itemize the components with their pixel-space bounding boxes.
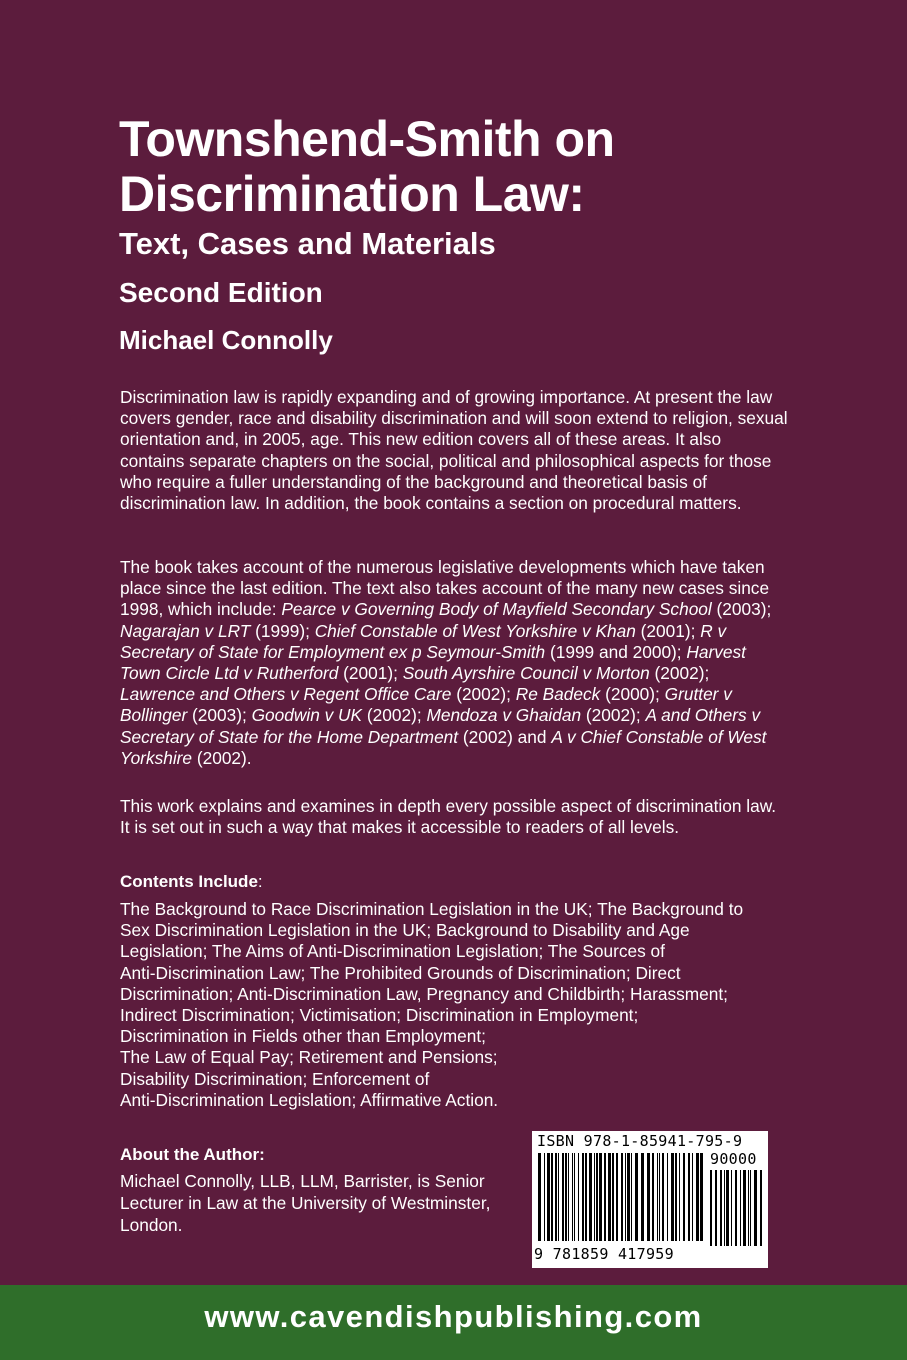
barcode-bar (635, 1153, 638, 1241)
contents-heading (120, 871, 263, 893)
barcode-bar (700, 1153, 703, 1241)
blurb-paragraph-1: Discrimination law is rapidly expanding and of growing importance. At present the law covers gender, race and disability discrimination and will soon extend to religion, sexual orientation and, in 2005, age. This new edition covers all of these areas. It also contains separate chapters on the social, political and philosophical aspects for those who require a fuller understanding of the background and theoretical basis of discrimination law. In addition, the book contains a section on procedural matters. (120, 387, 788, 514)
contents-list (120, 899, 792, 1111)
barcode-bar (720, 1170, 722, 1246)
ean-digits: 9 781859 417959 (534, 1245, 674, 1263)
barcode-bar (625, 1153, 626, 1241)
barcode-bar (555, 1153, 557, 1241)
contents-line: Sex Discrimination Legislation in the UK; Background to Disability and Age (120, 920, 690, 941)
case-name: Grutter v Bollinger (120, 684, 732, 726)
barcode-bar (612, 1153, 614, 1241)
blurb-text-segment: (2002); (649, 663, 710, 684)
barcode-bar (715, 1170, 717, 1246)
barcode-bar (647, 1153, 650, 1241)
book-subtitle: Text, Cases and Materials (119, 226, 496, 261)
barcode-bar (659, 1153, 660, 1241)
contents-line: Anti-Discrimination Legislation; Affirmative Action. (120, 1089, 499, 1110)
case-name: R v Secretary of State for Employment ex p Seymour-Smith (120, 620, 727, 662)
barcode-bar (585, 1153, 587, 1241)
book-author: Michael Connolly (119, 325, 333, 355)
blurb-text-segment: (2002); (362, 705, 427, 726)
barcode-bar (565, 1153, 567, 1241)
barcode-bar (683, 1153, 685, 1241)
barcode-bar (671, 1153, 674, 1241)
barcode-bar (692, 1153, 693, 1241)
blurb-text-segment: (2001); (635, 620, 701, 641)
case-name: Goodwin v UK (251, 705, 363, 726)
barcode-bar (724, 1170, 725, 1246)
barcode-bar (547, 1153, 550, 1241)
contents-line: Discrimination; Anti-Discrimination Law, Pregnancy and Childbirth; Harassment; (120, 983, 728, 1004)
barcode-bar (743, 1170, 746, 1246)
barcode-bar (748, 1170, 749, 1246)
blurb-text-segment: (1999); (250, 620, 315, 641)
barcode-bar (641, 1153, 644, 1241)
publisher-url: www.cavendishpublishing.com (204, 1299, 703, 1334)
blurb-text-segment: (2003); (711, 599, 772, 620)
about-author-heading: About the Author: (120, 1145, 265, 1164)
blurb-text-segment: (1999 and 2000); (545, 641, 687, 662)
contents-heading-colon: : (257, 872, 263, 891)
addon-barcode-bars (710, 1170, 764, 1246)
barcode-bar (568, 1153, 569, 1241)
case-name: Harvest Town Circle Ltd v Rutherford (120, 641, 746, 684)
case-name: A v Chief Constable of West Yorkshire (120, 726, 767, 768)
blurb-text-segment: (2001); (338, 663, 403, 684)
isbn-label: ISBN 978-1-85941-795-9 (537, 1132, 743, 1150)
barcode-bar (558, 1153, 559, 1241)
blurb-text-segment: (2000); (600, 684, 665, 705)
case-name: Mendoza v Ghaidan (426, 705, 582, 726)
case-name: Re Badeck (515, 684, 601, 705)
barcode-bar (562, 1153, 564, 1241)
barcode-bar (544, 1153, 545, 1241)
barcode-bar (740, 1170, 741, 1246)
blurb-text-segment: (2002); (581, 705, 646, 726)
barcode-bar (631, 1153, 632, 1241)
barcode-bar (596, 1153, 598, 1241)
barcode-bar (572, 1153, 573, 1241)
about-author-text (120, 1171, 515, 1236)
blurb-text-segment: The book takes account of the numerous legislative developments which have taken place since the last edition. The text also takes account of the many new cases since 1998, which include: (120, 557, 770, 620)
barcode-bar (582, 1153, 584, 1241)
book-title-line-2: Discrimination Law: (119, 166, 585, 222)
barcode-bar (726, 1170, 729, 1246)
contents-line: The Background to Race Discrimination Legislation in the UK; The Background to (120, 899, 744, 919)
barcode-bar (731, 1170, 732, 1246)
case-name: Chief Constable of West Yorkshire v Khan (314, 620, 636, 641)
book-title (119, 112, 819, 222)
barcode-addon-code: 90000 (710, 1150, 757, 1168)
barcode-bar (589, 1153, 592, 1241)
blurb-text-segment: (2002). (192, 747, 252, 768)
barcode-bar (710, 1170, 712, 1246)
contents-line: Legislation; The Aims of Anti-Discrimination Legislation; The Sources of (120, 941, 665, 962)
barcode-bar (679, 1153, 680, 1241)
barcode-bar (578, 1153, 579, 1241)
barcode-bar (735, 1170, 737, 1246)
case-name: Lawrence and Others v Regent Office Care (120, 684, 452, 705)
barcode-bar (627, 1153, 630, 1241)
barcode-bar (599, 1153, 602, 1241)
blurb-paragraph-3: This work explains and examines in depth every possible aspect of discrimination law. It is set out in such a way that makes it accessible to readers of all levels. (120, 796, 777, 838)
blurb-text-segment: (2002) and (458, 726, 552, 747)
contents-heading-text: Contents Include (120, 872, 258, 891)
contents-line: The Law of Equal Pay; Retirement and Pensions; (120, 1047, 498, 1068)
barcode-bar (667, 1153, 668, 1241)
barcode-bar (608, 1153, 611, 1241)
barcode-bar (551, 1153, 553, 1241)
blurb-text-segment: (2003); (187, 705, 252, 726)
barcode-bar (652, 1153, 654, 1241)
barcode-bar (657, 1153, 658, 1241)
case-name: South Ayrshire Council v Morton (402, 663, 650, 684)
contents-line: Indirect Discrimination; Victimisation; Discrimination in Employment; (120, 1005, 639, 1026)
blurb-paragraph-2 (120, 557, 788, 769)
contents-line: Anti-Discrimination Law; The Prohibited Grounds of Discrimination; Direct (120, 962, 681, 983)
barcode-bar (621, 1153, 623, 1241)
book-edition: Second Edition (119, 277, 323, 308)
about-author-line: London. (120, 1214, 183, 1235)
barcode-bar (754, 1170, 757, 1246)
barcode-bar (662, 1153, 664, 1241)
about-author-line: Lecturer in Law at the University of Westminster, (120, 1192, 491, 1213)
case-name: A and Others v Secretary of State for the Home Department (120, 705, 761, 747)
contents-line: Disability Discrimination; Enforcement of (120, 1068, 430, 1089)
case-name: Pearce v Governing Body of Mayfield Secondary School (281, 599, 712, 620)
barcode-bar (538, 1153, 541, 1241)
isbn-barcode (532, 1131, 768, 1268)
blurb-text-segment: (2002); (451, 684, 516, 705)
barcode-bar (616, 1153, 618, 1241)
barcode-bar (594, 1153, 595, 1241)
barcode-bar (604, 1153, 606, 1241)
case-name: Nagarajan v LRT (120, 620, 251, 641)
ean-barcode-bars (538, 1153, 704, 1246)
about-author-line: Michael Connolly, LLB, LLM, Barrister, is Senior (120, 1171, 485, 1191)
contents-line: Discrimination in Fields other than Employment; (120, 1026, 486, 1047)
barcode-bar (675, 1153, 677, 1241)
barcode-bar (750, 1170, 751, 1246)
barcode-bar (696, 1153, 699, 1241)
barcode-bar (688, 1153, 690, 1241)
barcode-bar (760, 1170, 762, 1246)
barcode-bar (574, 1153, 575, 1241)
book-title-line-1: Townshend-Smith on (119, 111, 615, 167)
title-block (119, 112, 819, 356)
